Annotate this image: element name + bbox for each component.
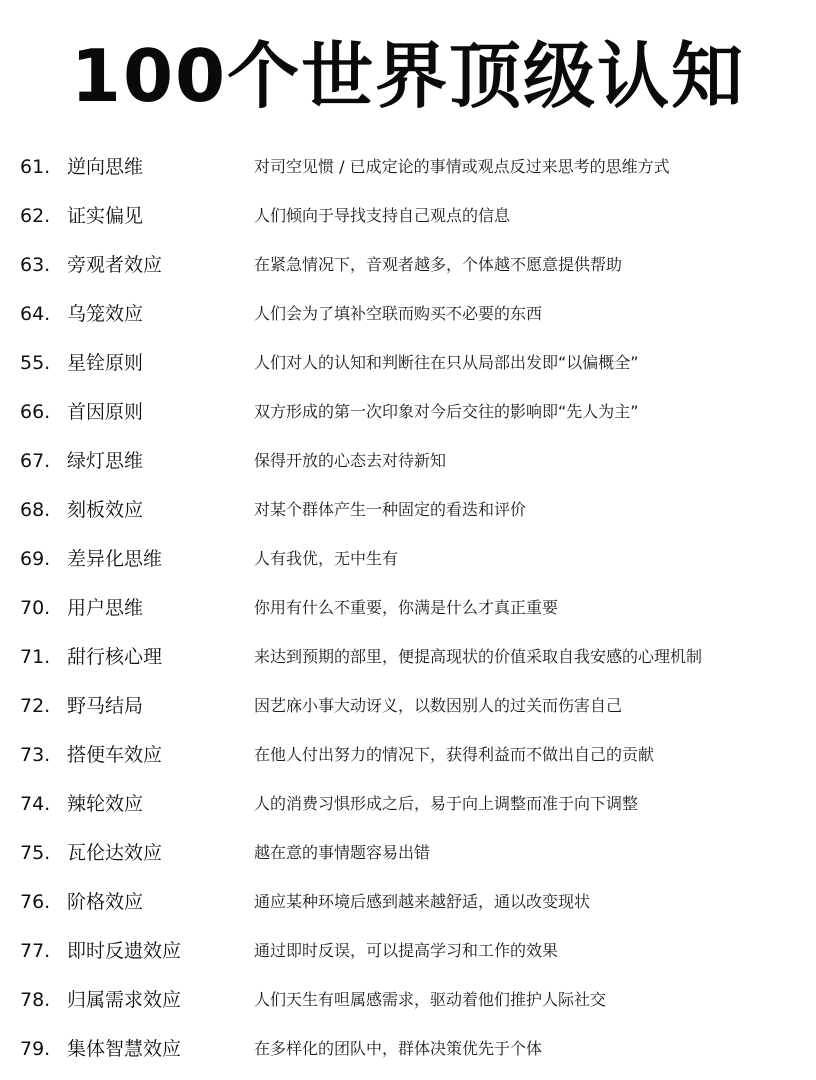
item-number: 64. — [20, 303, 51, 325]
list-item — [0, 192, 816, 241]
item-number: 63. — [20, 254, 51, 276]
item-number: 77. — [20, 940, 51, 962]
item-number: 75. — [20, 842, 51, 864]
item-term: 归属需求效应 — [67, 989, 182, 1011]
list-item — [0, 829, 816, 878]
list-item — [0, 437, 816, 486]
item-term: 辣轮效应 — [67, 793, 144, 815]
list-item — [0, 731, 816, 780]
item-term: 差异化思维 — [67, 548, 163, 570]
item-number: 68. — [20, 499, 51, 521]
item-number: 61. — [20, 156, 51, 178]
item-description: 在他人付出努力的情况下，获得利益而不做出自己的贡献 — [254, 745, 655, 764]
item-description: 双方形成的第一次印象对今后交往的影响即“先人为主” — [254, 402, 639, 421]
item-term: 搭便车效应 — [67, 744, 163, 766]
list-item — [0, 927, 816, 976]
item-description: 人们会为了填补空联而购买不必要的东西 — [254, 304, 543, 323]
item-term: 集体智慧效应 — [67, 1038, 182, 1060]
list-item — [0, 584, 816, 633]
item-description: 越在意的事情题容易出错 — [254, 843, 431, 862]
item-description: 人们天生有呾属感需求，驱动着他们推护人际社交 — [254, 990, 607, 1009]
item-number: 67. — [20, 450, 51, 472]
item-number: 71. — [20, 646, 51, 668]
item-term: 旁观者效应 — [67, 254, 163, 276]
item-term: 乌笼效应 — [67, 303, 144, 325]
item-number: 69. — [20, 548, 51, 570]
item-description: 在紧急情况下，音观者越多，个体越不愿意提供帮助 — [254, 255, 623, 274]
item-description: 你用有什么不重要，你满是什么才真正重要 — [254, 598, 559, 617]
item-description: 来达到预期的部里，便提高现状的价值采取自我安感的心理机制 — [254, 647, 703, 666]
list-item — [0, 878, 816, 927]
item-term: 用户思维 — [67, 597, 144, 619]
list-item — [0, 976, 816, 1025]
item-term: 瓦伦达效应 — [67, 842, 163, 864]
item-term: 刻板效应 — [67, 499, 144, 521]
list-item — [0, 290, 816, 339]
item-term: 即时反遗效应 — [67, 940, 182, 962]
item-description: 人的消费习惧形成之后，易于向上调整而准于向下调整 — [254, 794, 639, 813]
item-number: 76. — [20, 891, 51, 913]
item-number: 79. — [20, 1038, 51, 1060]
item-number: 74. — [20, 793, 51, 815]
list-item — [0, 143, 816, 192]
page-title: 100个世界顶级认知 — [70, 34, 746, 118]
item-description: 对某个群体产生一种固定的看迭和评价 — [254, 500, 527, 519]
list-item — [0, 339, 816, 388]
item-number: 62. — [20, 205, 51, 227]
item-description: 人们对人的认知和判断往在只从局部出发即“以偏概全” — [254, 353, 639, 372]
list-item — [0, 633, 816, 682]
item-description: 保得开放的心态去对待新知 — [254, 451, 447, 470]
list-item — [0, 486, 816, 535]
item-term: 阶格效应 — [67, 891, 144, 913]
item-term: 星铨原则 — [67, 352, 144, 374]
item-number: 70. — [20, 597, 51, 619]
item-term: 证实偏见 — [67, 205, 144, 227]
list-item — [0, 780, 816, 829]
item-description: 人们倾向于导找支持自己观点的信息 — [254, 206, 511, 225]
item-description: 通过即时反误，可以提高学习和工作的效果 — [254, 941, 559, 960]
item-description: 对司空见惯 / 已成定论的事情或观点反过来思考的思维方式 — [254, 157, 670, 176]
item-term: 逆向思维 — [67, 156, 144, 178]
concept-list — [0, 143, 816, 1074]
item-number: 78. — [20, 989, 51, 1011]
item-number: 72. — [20, 695, 51, 717]
list-item — [0, 1025, 816, 1074]
item-number: 73. — [20, 744, 51, 766]
item-description: 因艺庥小事大动讶义，以数因别人的过关而伤害自己 — [254, 696, 623, 715]
item-term: 绿灯思维 — [67, 450, 144, 472]
item-description: 在多样化的团队中，群体决策优先于个体 — [254, 1039, 543, 1058]
item-number: 55. — [20, 352, 51, 374]
item-description: 人有我优，无中生有 — [254, 549, 399, 568]
list-item — [0, 241, 816, 290]
item-term: 野马结局 — [67, 695, 144, 717]
item-term: 甜行核心理 — [67, 646, 163, 668]
list-item — [0, 535, 816, 584]
item-number: 66. — [20, 401, 51, 423]
item-term: 首因原则 — [67, 401, 144, 423]
item-description: 通应某种环境后感到越来越舒适，通以改变现状 — [254, 892, 591, 911]
list-item — [0, 388, 816, 437]
list-item — [0, 682, 816, 731]
